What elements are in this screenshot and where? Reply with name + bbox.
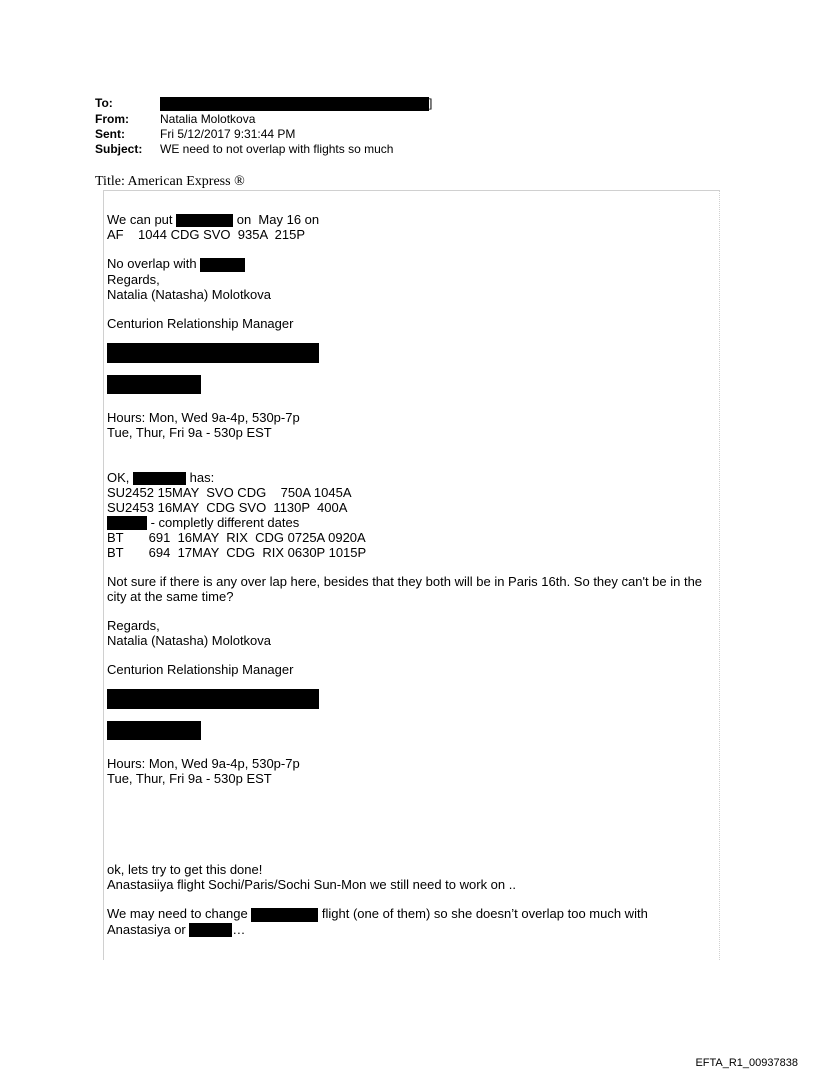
flight-line: SU2453 16MAY CDG SVO 1130P 400A xyxy=(107,499,348,515)
subject-value: WE need to not overlap with flights so much xyxy=(160,142,394,156)
msg1-hours2: Tue, Thur, Fri 9a - 530p EST xyxy=(107,424,272,440)
flight-note-line: - completly different dates xyxy=(107,515,717,531)
redaction-bar xyxy=(251,908,318,922)
sent-value: Fri 5/12/2017 9:31:44 PM xyxy=(160,127,296,141)
document-title: Title: American Express ® xyxy=(95,174,245,189)
frame-border-right xyxy=(719,190,720,960)
msg1-line1: We can put on May 16 on xyxy=(107,212,320,227)
redaction-bar xyxy=(176,214,233,227)
flight-line: BT 694 17MAY CDG RIX 0630P 1015P xyxy=(107,545,367,561)
sent-label: Sent: xyxy=(95,127,125,141)
redaction-bar xyxy=(107,689,319,709)
msg2-hours2: Tue, Thur, Fri 9a - 530p EST xyxy=(107,771,272,787)
frame-border-top xyxy=(103,190,720,191)
msg2-hours1: Hours: Mon, Wed 9a-4p, 530p-7p xyxy=(107,756,300,772)
msg1-hours1: Hours: Mon, Wed 9a-4p, 530p-7p xyxy=(107,409,300,425)
to-label: To: xyxy=(95,96,113,110)
redaction-bar xyxy=(107,375,201,394)
msg1-regards: Regards, xyxy=(107,271,160,287)
msg2-signature-role: Centurion Relationship Manager xyxy=(107,662,294,678)
from-label: From: xyxy=(95,112,129,126)
redaction-bar xyxy=(107,721,201,740)
document-id: EFTA_R1_00937838 xyxy=(695,1057,798,1069)
subject-label: Subject: xyxy=(95,142,143,156)
msg3-line4: Anastasiya or … xyxy=(107,921,246,937)
msg3 xyxy=(107,862,717,937)
msg2-regards: Regards, xyxy=(107,618,160,634)
msg2-ok-line: OK, has: xyxy=(107,469,215,485)
from-value: Natalia Molotkova xyxy=(160,112,256,126)
redaction-bar xyxy=(107,343,319,363)
msg1-signature-name: Natalia (Natasha) Molotkova xyxy=(107,286,272,302)
msg1-line2: AF 1044 CDG SVO 935A 215P xyxy=(107,227,305,243)
flight-line: BT 691 16MAY RIX CDG 0725A 0920A xyxy=(107,530,366,546)
msg1-line3: No overlap with xyxy=(107,256,717,272)
msg1-signature-role: Centurion Relationship Manager xyxy=(107,315,294,331)
flight-line: SU2452 15MAY SVO CDG 750A 1045A xyxy=(107,484,352,500)
msg3-line1: ok, lets try to get this done! xyxy=(107,862,263,877)
msg2-signature-name: Natalia (Natasha) Molotkova xyxy=(107,633,272,649)
msg2-note: Not sure if there is any over lap here, besides that they both will be in Paris 16th. So they can't be in the city at the same time? xyxy=(107,574,703,605)
email-body xyxy=(107,212,717,816)
to-suffix: ] xyxy=(429,96,433,110)
redaction-bar xyxy=(133,472,186,485)
redaction-bar xyxy=(200,258,245,272)
msg3-line3: We may need to change flight (one of them) so she doesn’t overlap too much with xyxy=(107,906,648,921)
redaction-bar xyxy=(107,516,147,530)
frame-border-left xyxy=(103,190,104,960)
redaction-bar xyxy=(160,97,429,111)
msg3-line2: Anastasiiya flight Sochi/Paris/Sochi Sun-Mon we still need to work on .. xyxy=(107,877,516,892)
redaction-bar xyxy=(189,923,232,937)
